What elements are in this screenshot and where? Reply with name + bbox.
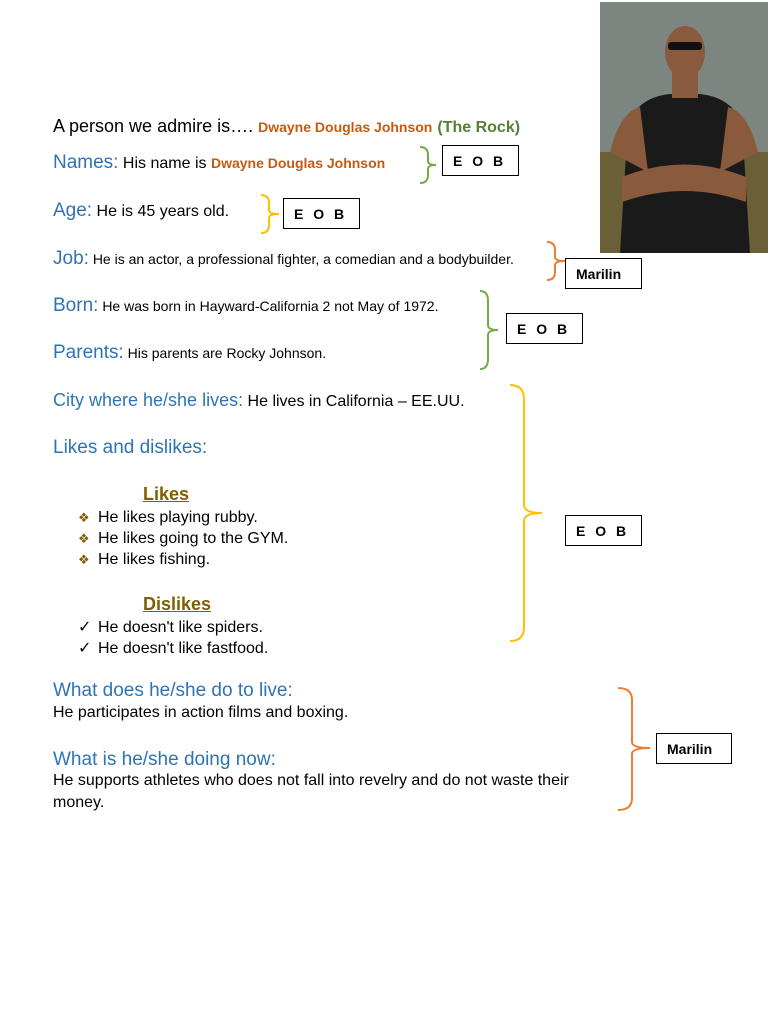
likes-title: Likes	[143, 484, 190, 504]
checkmark-icon: ✓	[78, 619, 92, 636]
list-item	[78, 638, 268, 659]
marilin-tag-live-now: Marilin	[656, 733, 732, 764]
live-text: He participates in action films and boxing.	[53, 704, 349, 721]
names-value: Dwayne Douglas Johnson	[210, 155, 386, 171]
job-text: He is an actor, a professional fighter, a comedian and a bodybuilder.	[92, 251, 514, 267]
intro-line	[53, 116, 520, 137]
names-row	[53, 152, 385, 174]
diamond-bullet-icon: ❖	[78, 531, 90, 546]
age-row	[53, 200, 229, 222]
diamond-bullet-icon: ❖	[78, 510, 90, 525]
names-label: Names:	[53, 152, 119, 173]
eob-tag-names: E O B	[442, 145, 519, 176]
intro-nickname: (The Rock)	[437, 119, 521, 136]
checkmark-icon: ✓	[78, 640, 92, 657]
parents-row	[53, 342, 326, 364]
dislikes-title: Dislikes	[143, 594, 212, 614]
job-row	[53, 248, 514, 270]
eob-tag-born-parents: E O B	[506, 313, 583, 344]
names-text: His name is	[122, 155, 207, 172]
dislike-text: He doesn't like fastfood.	[98, 640, 269, 657]
born-label: Born:	[53, 295, 99, 316]
city-row	[53, 390, 465, 411]
green-brace-names	[416, 145, 440, 185]
marilin-tag-job: Marilin	[565, 258, 642, 289]
city-text: He lives in California – EE.UU.	[247, 393, 465, 410]
city-label: City where he/she lives:	[53, 390, 244, 410]
job-label: Job:	[53, 248, 89, 269]
portrait-illustration	[600, 2, 768, 253]
list-item	[78, 528, 288, 549]
eob-tag-city-likes: E O B	[565, 515, 642, 546]
green-brace-born-parents	[476, 289, 504, 371]
dislikes-list	[78, 617, 268, 659]
like-text: He likes going to the GYM.	[98, 530, 289, 547]
born-text: He was born in Hayward-California 2 not May of 1972.	[102, 298, 439, 314]
now-text-line1: He supports athletes who does not fall into revelry and do not waste their	[53, 772, 569, 789]
age-label: Age:	[53, 200, 93, 221]
diamond-bullet-icon: ❖	[78, 552, 90, 567]
list-item	[78, 549, 288, 570]
like-text: He likes playing rubby.	[98, 509, 258, 526]
list-item	[78, 617, 268, 638]
list-item	[78, 507, 288, 528]
like-text: He likes fishing.	[98, 551, 211, 568]
age-text: He is 45 years old.	[96, 203, 230, 220]
likes-dislikes-heading: Likes and dislikes:	[53, 437, 208, 458]
live-label: What does he/she do to live:	[53, 680, 293, 701]
yellow-brace-age	[257, 193, 283, 235]
eob-tag-age: E O B	[283, 198, 360, 229]
born-row	[53, 295, 438, 317]
parents-text: His parents are Rocky Johnson.	[127, 345, 327, 361]
dislike-text: He doesn't like spiders.	[98, 619, 263, 636]
likes-list	[78, 507, 288, 570]
intro-person-name: Dwayne Douglas Johnson	[258, 119, 433, 135]
parents-label: Parents:	[53, 342, 124, 363]
intro-prefix: A person we admire is….	[53, 116, 254, 136]
portrait-photo	[600, 2, 768, 253]
yellow-brace-city-likes	[506, 383, 548, 643]
now-text-line2: money.	[53, 794, 105, 811]
now-label: What is he/she doing now:	[53, 749, 276, 770]
orange-brace-live-now	[614, 686, 656, 814]
